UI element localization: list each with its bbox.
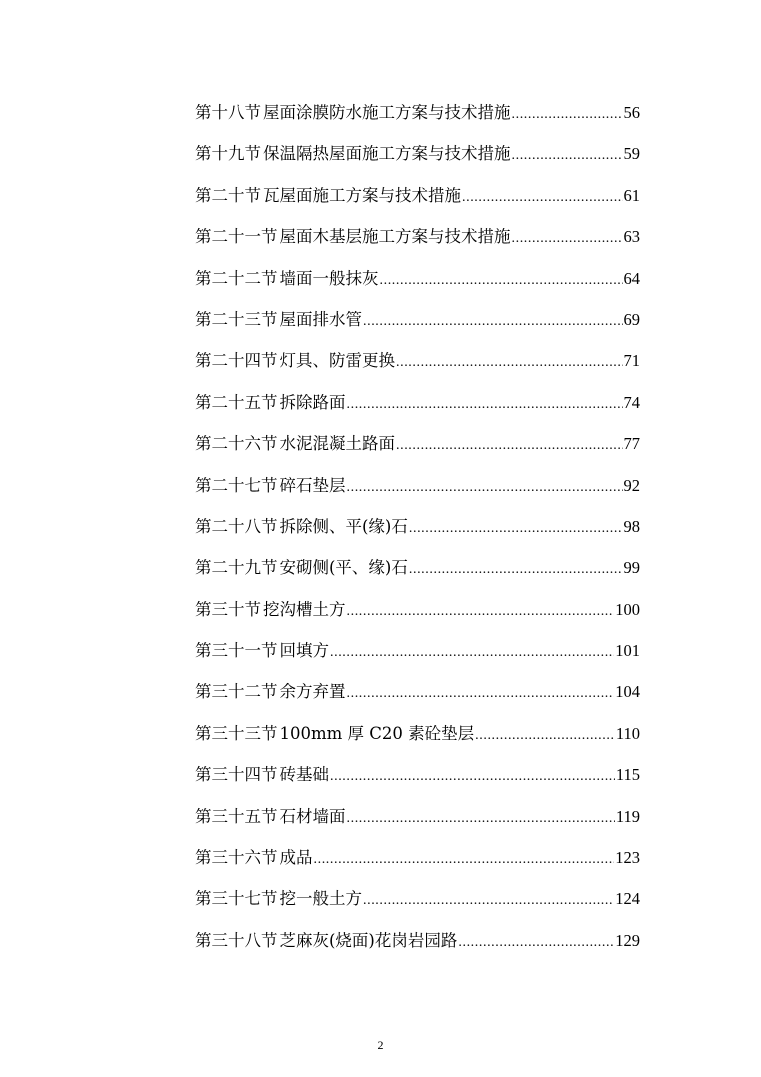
toc-section-number: 第三十一节	[195, 641, 278, 661]
toc-section-title: 砖基础	[279, 765, 329, 785]
toc-section-title: 安砌侧(平、缘)石	[279, 558, 408, 578]
toc-dot-leader	[347, 467, 623, 508]
toc-section-title: 挖一般土方	[279, 889, 362, 909]
toc-dot-leader	[347, 591, 615, 632]
toc-section-title: 石材墙面	[279, 806, 346, 826]
toc-page-number: 119	[615, 806, 640, 826]
toc-entry[interactable]	[195, 713, 640, 754]
toc-page-number: 56	[623, 103, 640, 122]
toc-page-number: 100	[615, 599, 640, 619]
toc-section-number: 第二十二节	[195, 268, 278, 288]
toc-dot-leader	[409, 508, 623, 549]
toc-section-number: 第三十四节	[195, 765, 278, 785]
toc-page-number: 64	[623, 268, 640, 288]
toc-entry[interactable]	[195, 920, 640, 961]
toc-section-title: 屋面涂膜防水施工方案与技术措施	[263, 103, 511, 122]
toc-dot-leader	[330, 632, 614, 673]
toc-entry[interactable]	[195, 175, 640, 216]
toc-section-number: 第三十二节	[195, 682, 278, 702]
toc-section-number: 第二十六节	[195, 434, 278, 454]
toc-entry[interactable]	[195, 92, 640, 133]
toc-dot-leader	[396, 342, 623, 383]
toc-page-number: 59	[623, 144, 640, 164]
toc-section-number: 第二十一节	[195, 227, 278, 247]
toc-page-number: 63	[623, 227, 640, 247]
toc-section-title: 挖沟槽土方	[263, 599, 346, 619]
toc-section-number: 第二十四节	[195, 351, 278, 371]
toc-dot-leader	[475, 715, 615, 756]
toc-page-number: 110	[615, 723, 640, 743]
toc-page-number: 61	[623, 185, 640, 205]
toc-dot-leader	[347, 384, 623, 425]
toc-entry[interactable]	[195, 382, 640, 423]
toc-dot-leader	[396, 425, 623, 466]
toc-entry[interactable]	[195, 671, 640, 712]
toc-entry[interactable]	[195, 837, 640, 878]
page-number: 2	[377, 1038, 384, 1052]
toc-entry[interactable]	[195, 630, 640, 671]
toc-dot-leader	[409, 549, 623, 590]
toc-page-number: 77	[623, 434, 640, 454]
toc-dot-leader	[512, 218, 623, 259]
toc-page-number: 92	[623, 475, 640, 495]
toc-section-number: 第十九节	[195, 144, 261, 164]
toc-dot-leader	[512, 94, 623, 135]
toc-dot-leader	[330, 756, 615, 797]
toc-dot-leader	[347, 673, 615, 714]
toc-section-title: 水泥混凝土路面	[279, 434, 395, 454]
toc-dot-leader	[314, 839, 615, 880]
toc-page-number: 115	[615, 765, 640, 785]
toc-section-number: 第三十六节	[195, 848, 278, 868]
toc-dot-leader	[347, 798, 615, 839]
toc-page-number: 123	[615, 848, 640, 868]
toc-section-number: 第三十三节	[195, 723, 278, 743]
toc-entry[interactable]	[195, 589, 640, 630]
toc-section-title: 屋面木基层施工方案与技术措施	[279, 227, 511, 247]
toc-entry[interactable]	[195, 878, 640, 919]
toc-page-number: 71	[623, 351, 640, 371]
toc-dot-leader	[363, 301, 623, 342]
toc-page-number: 129	[615, 930, 640, 950]
toc-entry[interactable]	[195, 133, 640, 174]
toc-entry[interactable]	[195, 796, 640, 837]
toc-section-title: 芝麻灰(烧面)花岗岩园路	[279, 930, 458, 950]
toc-entry[interactable]	[195, 423, 640, 464]
toc-section-title: 拆除侧、平(缘)石	[279, 516, 408, 536]
toc-entry[interactable]	[195, 465, 640, 506]
toc-section-title: 灯具、防雷更换	[279, 351, 395, 371]
toc-section-number: 第二十节	[195, 185, 261, 205]
toc-dot-leader	[512, 135, 623, 176]
toc-page-number: 98	[623, 516, 640, 536]
toc-dot-leader	[462, 177, 623, 218]
toc-dot-leader	[363, 880, 614, 921]
table-of-contents	[195, 92, 640, 961]
toc-section-number: 第二十九节	[195, 558, 278, 578]
toc-section-number: 第三十八节	[195, 930, 278, 950]
toc-entry[interactable]	[195, 754, 640, 795]
toc-page-number: 101	[615, 641, 640, 661]
toc-section-number: 第二十五节	[195, 392, 278, 412]
toc-entry[interactable]	[195, 506, 640, 547]
toc-section-title: 成品	[279, 848, 313, 868]
toc-section-title: 回填方	[279, 641, 329, 661]
toc-page-number: 104	[615, 682, 640, 702]
toc-page-number: 99	[623, 558, 640, 578]
toc-entry[interactable]	[195, 299, 640, 340]
toc-page-number: 124	[615, 889, 640, 909]
toc-dot-leader	[458, 922, 614, 963]
toc-section-title: 墙面一般抹灰	[279, 268, 379, 288]
toc-section-number: 第三十节	[195, 599, 261, 619]
toc-section-number: 第三十七节	[195, 889, 278, 909]
toc-entry[interactable]	[195, 547, 640, 588]
toc-section-title: 保温隔热屋面施工方案与技术措施	[263, 144, 511, 164]
toc-section-number: 第十八节	[195, 103, 261, 122]
toc-section-title: 拆除路面	[279, 392, 346, 412]
toc-section-number: 第二十三节	[195, 309, 278, 329]
toc-page-number: 74	[623, 392, 640, 412]
toc-section-number: 第二十八节	[195, 516, 278, 536]
toc-entry[interactable]	[195, 340, 640, 381]
toc-dot-leader	[380, 260, 623, 301]
toc-page-number: 69	[623, 309, 640, 329]
toc-section-title: 余方弃置	[279, 682, 346, 702]
toc-section-title: 屋面排水管	[279, 309, 362, 329]
toc-entry[interactable]	[195, 258, 640, 299]
toc-entry[interactable]	[195, 216, 640, 257]
toc-section-title: 碎石垫层	[279, 475, 346, 495]
toc-section-title: 瓦屋面施工方案与技术措施	[263, 185, 461, 205]
toc-section-number: 第二十七节	[195, 475, 278, 495]
toc-section-title: 100mm 厚 C20 素砼垫层	[279, 723, 475, 743]
toc-section-number: 第三十五节	[195, 806, 278, 826]
